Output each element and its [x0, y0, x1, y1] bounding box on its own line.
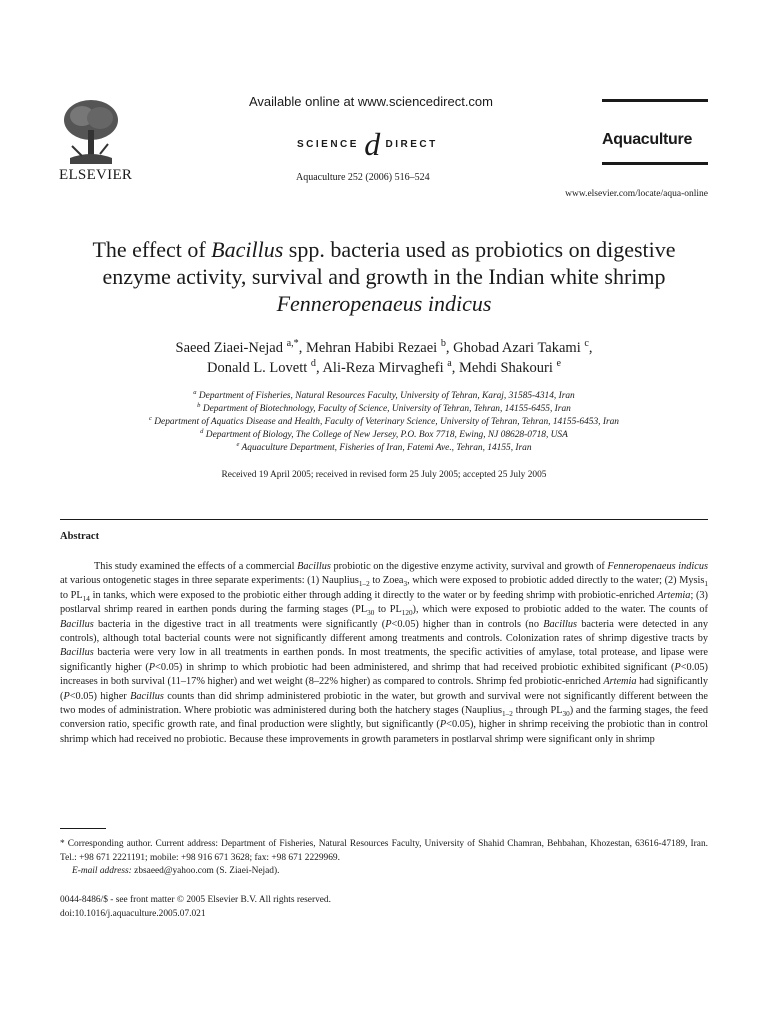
affiliation: $^e$ Aquaculture Department, Fisheries of Iran, Fatemi Ave., Tehran, 14155, Iran [236, 440, 532, 453]
sciencedirect-d: d [364, 126, 381, 162]
author-list: Saeed Ziaei-Nejad $^{a,*}$, Mehran Habibi Rezaei $^b$, Ghobad Azari Takami $^c$, Donald L. Lovett $^d$, Ali-Reza Mirvaghefi $^a$, Mehdi Shakouri $^e$ [175, 338, 593, 376]
affiliation: $^c$ Department of Aquatics Disease and Health, Faculty of Veterinary Science, University of Tehran, Tehran, 14155-6453, Iran [149, 414, 619, 427]
journal-rule-top [602, 99, 708, 102]
sciencedirect-logo [297, 126, 438, 163]
email-address[interactable]: zbsaeed@yahoo.com (S. Ziaei-Nejad). [131, 866, 280, 876]
journal-citation: Aquaculture 252 (2006) 516–524 [296, 172, 430, 183]
journal-name: Aquaculture [602, 131, 693, 148]
issn-copyright: 0044-8486/$ - see front matter © 2005 Elsevier B.V. All rights reserved. [60, 895, 331, 905]
affiliation: $^d$ Department of Biology, The College of New Jersey, P.O. Box 7718, Ewing, NJ 08628-0718, USA [200, 427, 568, 440]
corresponding-author-text: * Corresponding author. Current address: Department of Fisheries, Natural Resources Faculty, University of Shahid Chamran, Behbahan, Khozestan, 63616-47189, Iran. Tel.: +98 671 2221191; mobile: +98 916 671 3628; fax: +98 671 2229969. [60, 839, 708, 863]
abstract-body: This study examined the effects of a commercial Bacillus probiotic on the digestive enzyme activity, survival and growth of Fenneropenaeus indicus at various ontogenetic stages in three separate experiments: (1) Nauplius$_{1-2}$ to Zoea$_3$, which were exposed to probiotic added directly to the water; (2) Mysis$_1$ to $PL_{14}$ in tanks, which were exposed to the probiotic either through adding it directly to the water or by feeding shrimp with probiotic-enriched Artemia; (3) postlarval shrimp reared in earthen ponds during the farming stages ($PL_{30}$ to $PL_{120}$), which were exposed to probiotic added to the water. The counts of Bacillus bacteria in the digestive tract in all treatments were significantly (P<0.05) higher than in controls (no Bacillus bacteria were detected in any controls), although total bacterial counts were not significantly different among treatments and controls. Colonization rates of shrimp digestive tracts by Bacillus bacteria were very low in all treatments in earthen ponds. In most treatments, the specific activities of amylase, total protease, and lipase were significantly higher (P<0.05) in shrimp to which probiotic had been administered, and shrimp that had received probiotic exhibited significant (P<0.05) increases in both survival (11–17% higher) and wet weight (8–22% higher) as compared to controls. Shrimp fed probiotic-enriched Artemia had significantly (P<0.05) higher Bacillus counts than did shrimp administered probiotic in the water, but growth and survival were not significantly different between the two modes of administration. Where probiotic was administered during both the hatchery stages (Nauplius$_{1-2}$ through $PL_{30}$) and the farming stages, the feed conversion ratio, specific growth rate, and final production were slightly, but significantly (P<0.05), higher in shrimp receiving the probiotic than in control shrimp which had received no probiotic. Because these improvements in growth parameters in postlarval shrimp were significant only in shrimp [60, 561, 709, 745]
front-matter [60, 894, 331, 921]
corresponding-author-footnote [60, 838, 708, 879]
journal-url-link[interactable]: www.elsevier.com/locate/aqua-online [565, 189, 708, 199]
affiliation: $^a$ Department of Fisheries, Natural Resources Faculty, University of Tehran, Karaj, 31585-4314, Iran [193, 388, 575, 401]
author[interactable]: Saeed Ziaei-Nejad $^{a,*}$ [175, 338, 299, 356]
sciencedirect-left: SCIENCE [297, 139, 359, 150]
affiliation-list [60, 390, 708, 455]
publisher-name: ELSEVIER [59, 167, 133, 183]
available-online-text: Available online at www.sciencedirect.com [249, 94, 493, 109]
journal-rule-bottom [602, 162, 708, 165]
author[interactable]: Donald L. Lovett $^d$ [207, 358, 316, 376]
author[interactable]: Ghobad Azari Takami $^c$ [453, 338, 589, 356]
footnote-divider [60, 828, 106, 829]
author[interactable]: Mehdi Shakouri $^e$ [459, 358, 561, 376]
affiliation: $^b$ Department of Biotechnology, Faculty of Science, University of Tehran, Tehran, 14155-6455, Iran [197, 401, 571, 414]
author[interactable]: Mehran Habibi Rezaei $^b$ [305, 338, 446, 356]
received-dates: Received 19 April 2005; received in revised form 25 July 2005; accepted 25 July 2005 [221, 470, 547, 480]
article-title: The effect of Bacillus spp. bacteria used as probiotics on digestive enzyme activity, survival and growth in the Indian white shrimp Fenneropenaeus indicus [92, 237, 676, 316]
author[interactable]: Ali-Reza Mirvaghefi $^a$ [322, 358, 452, 376]
abstract-divider [60, 519, 708, 520]
sciencedirect-right: DIRECT [385, 139, 438, 150]
elsevier-tree-logo [62, 96, 120, 174]
email-label: E-mail address: [72, 866, 132, 876]
doi-link[interactable]: doi:10.1016/j.aquaculture.2005.07.021 [60, 908, 206, 919]
abstract-heading: Abstract [60, 531, 100, 542]
